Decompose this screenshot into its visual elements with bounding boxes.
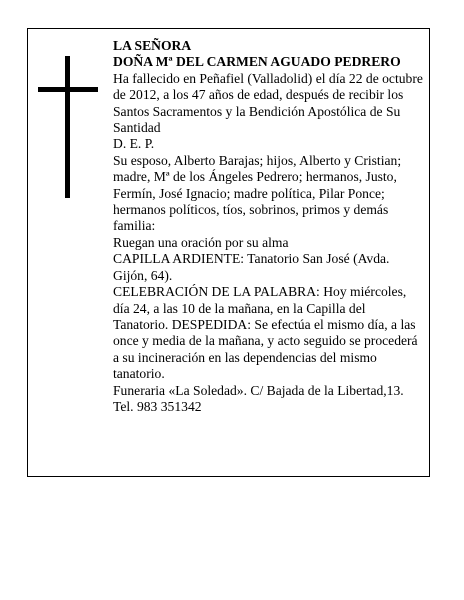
deceased-name: DOÑA Mª DEL CARMEN AGUADO PEDRERO <box>113 54 401 70</box>
funeral-home-info: Funeraria «La Soledad». C/ Bajada de la Libertad,13. Tel. 983 351342 <box>113 382 404 414</box>
cross-vertical-bar <box>65 56 70 198</box>
family-list: Su esposo, Alberto Barajas; hijos, Alberto y Cristian; madre, Mª de los Ángeles Pedrero; hermanos, Justo, Fermín, José Ignacio; madre política, Pilar Ponce; hermanos políticos, tíos, sobrinos, primos y demás familia: <box>113 152 402 234</box>
obituary-text <box>113 38 423 415</box>
prayer-request: Ruegan una oración por su alma <box>113 234 289 250</box>
cross-icon <box>38 56 98 198</box>
chapel-info: CAPILLA ARDIENTE: Tanatorio San José (Avda. Gijón, 64). <box>113 251 390 283</box>
ceremony-info: CELEBRACIÓN DE LA PALABRA: Hoy miércoles, día 24, a las 10 de la mañana, en la Capilla del Tanatorio. DESPEDIDA: Se efectúa el mismo día, a las once y media de la mañana, y acto seguido se procederá a su incineración en las dependencias del mismo tanatorio. <box>113 284 418 382</box>
rip-line: D. E. P. <box>113 136 155 152</box>
passing-statement: Ha fallecido en Peñafiel (Valladolid) el día 22 de octubre de 2012, a los 47 años de edad, después de recibir los Santos Sacramentos y la Bendición Apostólica de Su Santidad <box>113 70 423 136</box>
cross-horizontal-bar <box>38 87 98 92</box>
obituary-title: LA SEÑORA <box>113 38 192 53</box>
